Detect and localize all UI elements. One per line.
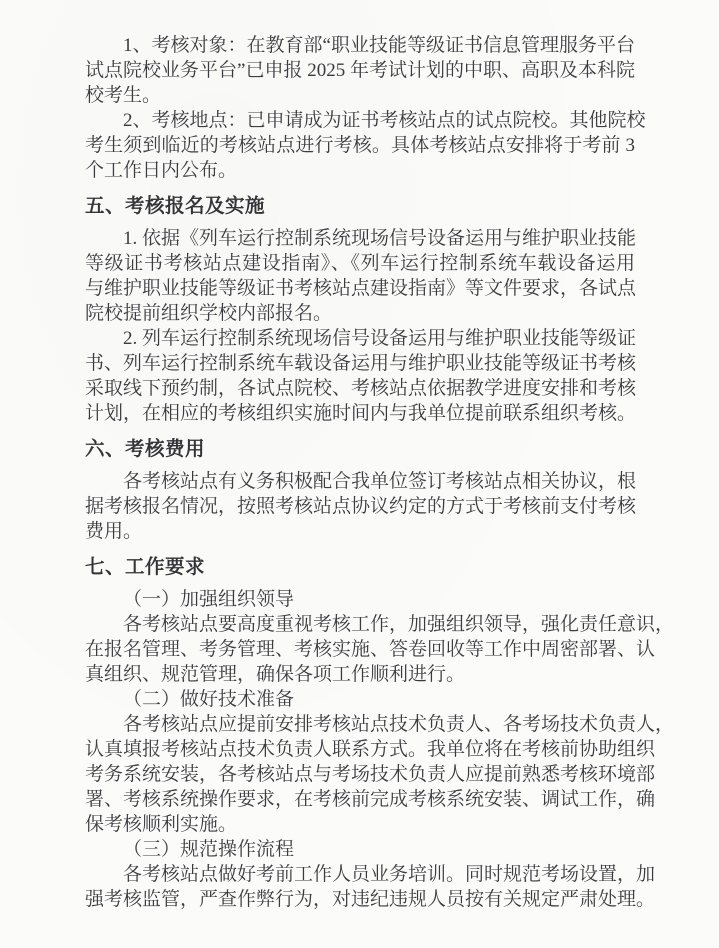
section-7-sub-2-body xyxy=(85,712,675,837)
text-line: 书、列车运行控制系统车载设备运用与维护职业技能等级证书考核 xyxy=(85,353,637,374)
text-line: 等级证书考核站点建设指南》、《列车运行控制系统车载设备运用 xyxy=(85,253,635,274)
text-line: 2. 列车运行控制系统现场信号设备运用与维护职业技能等级证 xyxy=(123,328,637,349)
section-7-sub-1-body xyxy=(85,612,675,687)
text-line: 据考核报名情况，按照考核站点协议约定的方式于考核前支付考核 xyxy=(85,496,637,517)
text-line: 个工作日内公布。 xyxy=(85,160,238,181)
text-line: （一）加强组织领导 xyxy=(123,589,295,610)
section-5-heading: 五、考核报名及实施 xyxy=(85,196,266,217)
text-line: 各考核站点应提前安排考核站点技术负责人、各考场技术负责人， xyxy=(123,714,675,735)
document-content xyxy=(85,33,675,912)
section-5-item-2 xyxy=(85,326,635,426)
text-line: 院校提前组织学校内部报名。 xyxy=(85,303,333,324)
text-line: 在报名管理、考务管理、考核实施、答卷回收等工作中周密部署、认 xyxy=(85,639,656,660)
section-6-body xyxy=(85,469,635,544)
text-line: 试点院校业务平台”已申报 2025 年考试计划的中职、高职及本科院 xyxy=(85,60,635,81)
text-line: 1. 依据《列车运行控制系统现场信号设备运用与维护职业技能 xyxy=(123,228,637,249)
item-2-assessment-location xyxy=(85,108,646,183)
text-line: 强考核监管，严查作弊行为，对违纪违规人员按有关规定严肃处理。 xyxy=(85,889,656,910)
section-6-heading: 六、考核费用 xyxy=(85,439,206,460)
text-line: （二）做好技术准备 xyxy=(123,689,295,710)
text-line: 认真填报考核站点技术负责人联系方式。我单位将在考核前协助组织 xyxy=(85,739,656,760)
text-line: 真组织、规范管理，确保各项工作顺利进行。 xyxy=(85,664,466,685)
section-7-heading: 七、工作要求 xyxy=(85,557,206,578)
text-line: 校考生。 xyxy=(85,85,162,106)
section-7-sub-3-body xyxy=(85,862,656,912)
text-line: 费用。 xyxy=(85,521,143,542)
item-1-assessment-target xyxy=(85,33,635,108)
text-line: 2、考核地点：已申请成为证书考核站点的试点院校。其他院校 xyxy=(123,110,646,131)
text-line: 考务系统安装，各考核站点与考场技术负责人应提前熟悉考核环境部 xyxy=(85,764,656,785)
text-line: 保考核顺利实施。 xyxy=(85,814,238,835)
text-line: 采取线下预约制，各试点院校、考核站点依据教学进度安排和考核 xyxy=(85,378,637,399)
section-7-sub-1-heading xyxy=(85,587,635,612)
text-line: （三）规范操作流程 xyxy=(123,839,295,860)
text-line: 各考核站点要高度重视考核工作，加强组织领导，强化责任意识， xyxy=(123,614,675,635)
section-7-sub-2-heading xyxy=(85,687,635,712)
text-line: 与维护职业技能等级证书考核站点建设指南》等文件要求，各试点 xyxy=(85,278,637,299)
section-5-item-1 xyxy=(85,226,635,326)
text-line: 署、考核系统操作要求，在考核前完成考核系统安装、调试工作，确 xyxy=(85,789,656,810)
section-7-sub-3-heading xyxy=(85,837,635,862)
text-line: 各考核站点有义务积极配合我单位签订考核站点相关协议，根 xyxy=(123,471,637,492)
text-line: 各考核站点做好考前工作人员业务培训。同时规范考场设置，加 xyxy=(123,864,656,885)
text-line: 计划，在相应的考核组织实施时间内与我单位提前联系组织考核。 xyxy=(85,403,637,424)
text-line: 考生须到临近的考核站点进行考核。具体考核站点安排将于考前 3 xyxy=(85,135,635,156)
text-line: 1、考核对象：在教育部“职业技能等级证书信息管理服务平台 xyxy=(123,35,635,56)
